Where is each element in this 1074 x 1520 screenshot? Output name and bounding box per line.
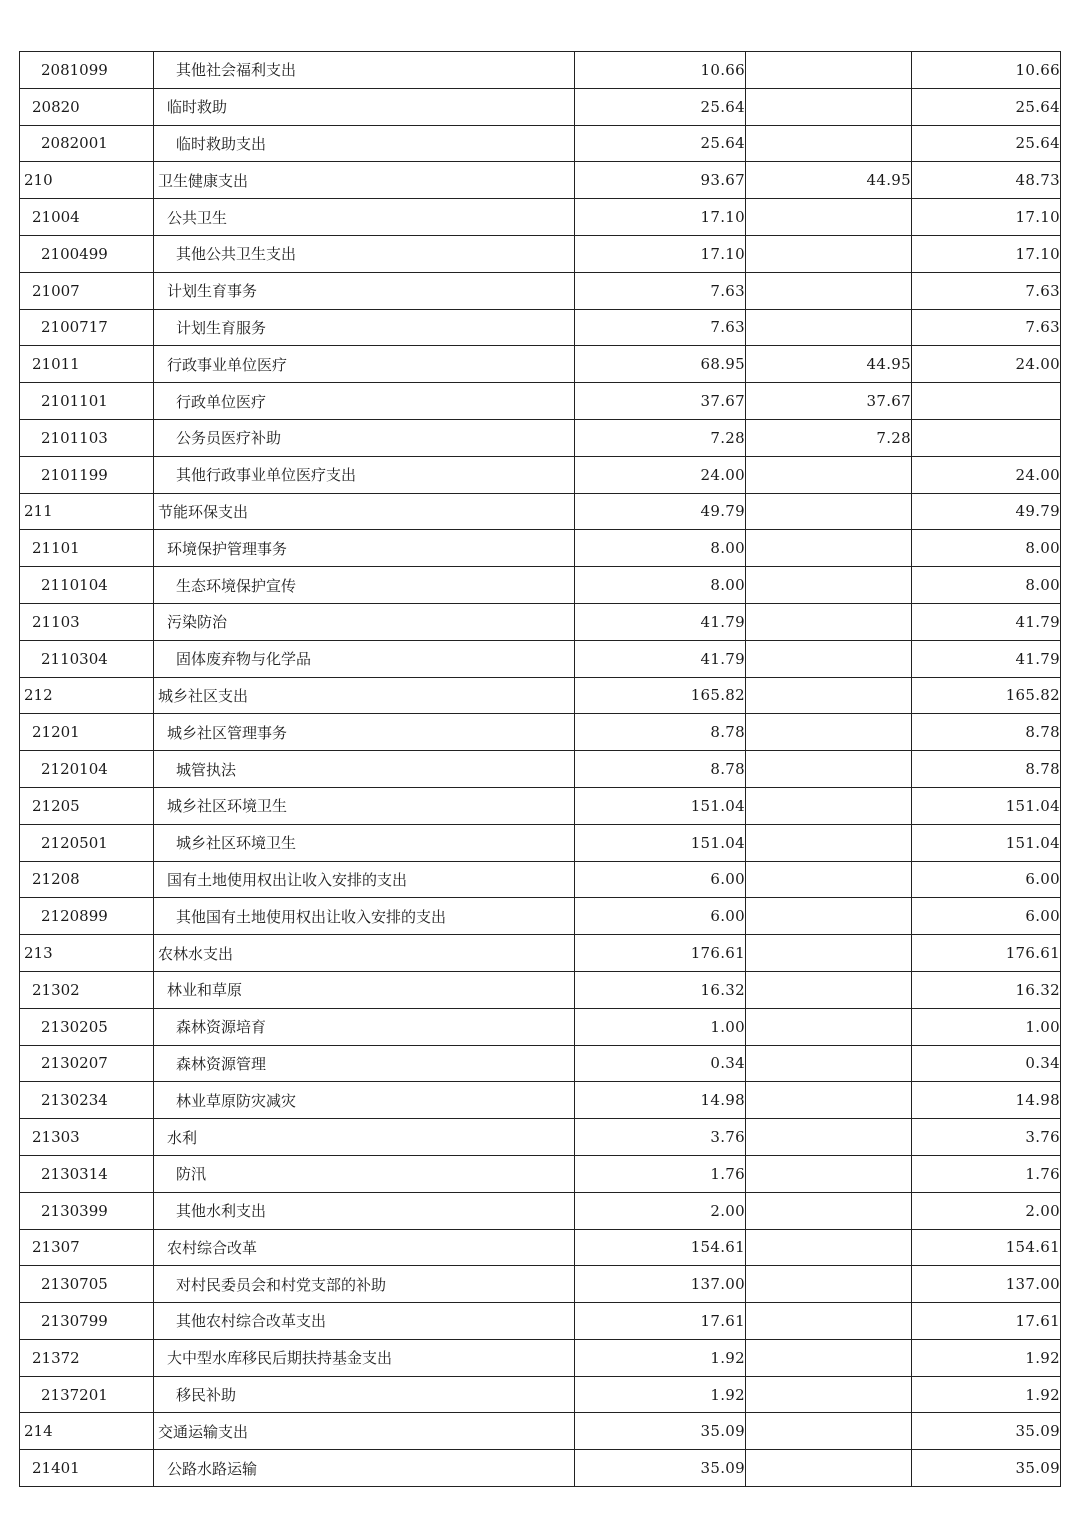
code-cell: 21103	[20, 603, 154, 640]
name-cell: 其他农村综合改革支出	[154, 1303, 575, 1340]
basic-expenditure-cell	[746, 235, 912, 272]
code-cell: 2101101	[20, 383, 154, 420]
table-row	[20, 1045, 1061, 1082]
table-row	[20, 493, 1061, 530]
project-expenditure-cell: 8.00	[912, 567, 1061, 604]
basic-expenditure-cell	[746, 309, 912, 346]
basic-expenditure-cell	[746, 1082, 912, 1119]
code-cell: 21011	[20, 346, 154, 383]
basic-expenditure-cell	[746, 1045, 912, 1082]
table-row	[20, 1376, 1061, 1413]
code-cell: 2100717	[20, 309, 154, 346]
project-expenditure-cell: 16.32	[912, 971, 1061, 1008]
name-cell: 城乡社区支出	[154, 677, 575, 714]
table-row	[20, 1413, 1061, 1450]
project-expenditure-cell: 1.00	[912, 1008, 1061, 1045]
name-cell: 环境保护管理事务	[154, 530, 575, 567]
project-expenditure-cell: 137.00	[912, 1266, 1061, 1303]
name-cell: 其他公共卫生支出	[154, 235, 575, 272]
name-cell: 对村民委员会和村党支部的补助	[154, 1266, 575, 1303]
name-cell: 公路水路运输	[154, 1450, 575, 1487]
name-cell: 行政事业单位医疗	[154, 346, 575, 383]
total-amount-cell: 24.00	[575, 456, 746, 493]
total-amount-cell: 8.00	[575, 567, 746, 604]
basic-expenditure-cell	[746, 88, 912, 125]
code-cell: 213	[20, 935, 154, 972]
basic-expenditure-cell	[746, 1155, 912, 1192]
table-row	[20, 1119, 1061, 1156]
basic-expenditure-cell	[746, 824, 912, 861]
table-row	[20, 677, 1061, 714]
table-row	[20, 1192, 1061, 1229]
basic-expenditure-cell	[746, 199, 912, 236]
project-expenditure-cell: 48.73	[912, 162, 1061, 199]
total-amount-cell: 37.67	[575, 383, 746, 420]
name-cell: 临时救助	[154, 88, 575, 125]
code-cell: 2130207	[20, 1045, 154, 1082]
project-expenditure-cell: 6.00	[912, 861, 1061, 898]
project-expenditure-cell: 35.09	[912, 1413, 1061, 1450]
total-amount-cell: 17.61	[575, 1303, 746, 1340]
basic-expenditure-cell	[746, 1376, 912, 1413]
basic-expenditure-cell	[746, 52, 912, 89]
code-cell: 214	[20, 1413, 154, 1450]
table-row	[20, 530, 1061, 567]
project-expenditure-cell: 49.79	[912, 493, 1061, 530]
basic-expenditure-cell	[746, 714, 912, 751]
basic-expenditure-cell	[746, 1119, 912, 1156]
name-cell: 固体废弃物与化学品	[154, 640, 575, 677]
basic-expenditure-cell: 37.67	[746, 383, 912, 420]
table-row	[20, 1266, 1061, 1303]
code-cell: 21004	[20, 199, 154, 236]
total-amount-cell: 137.00	[575, 1266, 746, 1303]
basic-expenditure-cell	[746, 567, 912, 604]
table-row	[20, 971, 1061, 1008]
project-expenditure-cell: 151.04	[912, 787, 1061, 824]
project-expenditure-cell: 165.82	[912, 677, 1061, 714]
code-cell: 21101	[20, 530, 154, 567]
name-cell: 农林水支出	[154, 935, 575, 972]
total-amount-cell: 93.67	[575, 162, 746, 199]
table-row	[20, 309, 1061, 346]
total-amount-cell: 35.09	[575, 1413, 746, 1450]
total-amount-cell: 151.04	[575, 824, 746, 861]
code-cell: 21302	[20, 971, 154, 1008]
table-row	[20, 456, 1061, 493]
project-expenditure-cell: 24.00	[912, 346, 1061, 383]
code-cell: 211	[20, 493, 154, 530]
basic-expenditure-cell	[746, 125, 912, 162]
total-amount-cell: 176.61	[575, 935, 746, 972]
name-cell: 森林资源培育	[154, 1008, 575, 1045]
total-amount-cell: 6.00	[575, 861, 746, 898]
basic-expenditure-cell	[746, 456, 912, 493]
project-expenditure-cell: 17.61	[912, 1303, 1061, 1340]
code-cell: 21307	[20, 1229, 154, 1266]
total-amount-cell: 1.00	[575, 1008, 746, 1045]
basic-expenditure-cell	[746, 677, 912, 714]
table-row	[20, 52, 1061, 89]
code-cell: 2137201	[20, 1376, 154, 1413]
project-expenditure-cell: 1.92	[912, 1376, 1061, 1413]
project-expenditure-cell: 8.00	[912, 530, 1061, 567]
total-amount-cell: 16.32	[575, 971, 746, 1008]
basic-expenditure-cell	[746, 898, 912, 935]
project-expenditure-cell: 1.76	[912, 1155, 1061, 1192]
code-cell: 2130234	[20, 1082, 154, 1119]
total-amount-cell: 25.64	[575, 88, 746, 125]
total-amount-cell: 35.09	[575, 1450, 746, 1487]
total-amount-cell: 7.63	[575, 272, 746, 309]
name-cell: 公共卫生	[154, 199, 575, 236]
name-cell: 农村综合改革	[154, 1229, 575, 1266]
name-cell: 行政单位医疗	[154, 383, 575, 420]
table-row	[20, 640, 1061, 677]
total-amount-cell: 3.76	[575, 1119, 746, 1156]
name-cell: 节能环保支出	[154, 493, 575, 530]
project-expenditure-cell: 41.79	[912, 640, 1061, 677]
table-row	[20, 898, 1061, 935]
basic-expenditure-cell	[746, 493, 912, 530]
table-row	[20, 272, 1061, 309]
code-cell: 2081099	[20, 52, 154, 89]
name-cell: 森林资源管理	[154, 1045, 575, 1082]
total-amount-cell: 151.04	[575, 787, 746, 824]
basic-expenditure-cell	[746, 971, 912, 1008]
project-expenditure-cell: 17.10	[912, 199, 1061, 236]
code-cell: 2120899	[20, 898, 154, 935]
name-cell: 国有土地使用权出让收入安排的支出	[154, 861, 575, 898]
table-row	[20, 1082, 1061, 1119]
code-cell: 2130705	[20, 1266, 154, 1303]
project-expenditure-cell: 35.09	[912, 1450, 1061, 1487]
code-cell: 21201	[20, 714, 154, 751]
basic-expenditure-cell	[746, 935, 912, 972]
code-cell: 2120104	[20, 751, 154, 788]
project-expenditure-cell: 24.00	[912, 456, 1061, 493]
basic-expenditure-cell	[746, 1008, 912, 1045]
code-cell: 2110304	[20, 640, 154, 677]
project-expenditure-cell: 151.04	[912, 824, 1061, 861]
table-row	[20, 125, 1061, 162]
code-cell: 2130399	[20, 1192, 154, 1229]
basic-expenditure-cell: 7.28	[746, 419, 912, 456]
name-cell: 卫生健康支出	[154, 162, 575, 199]
table-row	[20, 567, 1061, 604]
project-expenditure-cell: 154.61	[912, 1229, 1061, 1266]
name-cell: 计划生育事务	[154, 272, 575, 309]
project-expenditure-cell	[912, 419, 1061, 456]
project-expenditure-cell: 17.10	[912, 235, 1061, 272]
name-cell: 林业和草原	[154, 971, 575, 1008]
code-cell: 2130799	[20, 1303, 154, 1340]
basic-expenditure-cell	[746, 861, 912, 898]
code-cell: 212	[20, 677, 154, 714]
project-expenditure-cell: 0.34	[912, 1045, 1061, 1082]
name-cell: 城管执法	[154, 751, 575, 788]
table-row	[20, 88, 1061, 125]
basic-expenditure-cell	[746, 530, 912, 567]
code-cell: 21303	[20, 1119, 154, 1156]
basic-expenditure-cell	[746, 1192, 912, 1229]
table-row	[20, 861, 1061, 898]
basic-expenditure-cell: 44.95	[746, 162, 912, 199]
total-amount-cell: 8.78	[575, 751, 746, 788]
name-cell: 水利	[154, 1119, 575, 1156]
name-cell: 其他社会福利支出	[154, 52, 575, 89]
project-expenditure-cell	[912, 383, 1061, 420]
project-expenditure-cell: 10.66	[912, 52, 1061, 89]
total-amount-cell: 49.79	[575, 493, 746, 530]
project-expenditure-cell: 176.61	[912, 935, 1061, 972]
total-amount-cell: 7.28	[575, 419, 746, 456]
project-expenditure-cell: 14.98	[912, 1082, 1061, 1119]
table-row	[20, 419, 1061, 456]
name-cell: 其他行政事业单位医疗支出	[154, 456, 575, 493]
code-cell: 2101199	[20, 456, 154, 493]
code-cell: 210	[20, 162, 154, 199]
table-row	[20, 751, 1061, 788]
name-cell: 生态环境保护宣传	[154, 567, 575, 604]
total-amount-cell: 10.66	[575, 52, 746, 89]
code-cell: 2130314	[20, 1155, 154, 1192]
code-cell: 21007	[20, 272, 154, 309]
project-expenditure-cell: 8.78	[912, 751, 1061, 788]
name-cell: 交通运输支出	[154, 1413, 575, 1450]
total-amount-cell: 17.10	[575, 235, 746, 272]
name-cell: 防汛	[154, 1155, 575, 1192]
code-cell: 21401	[20, 1450, 154, 1487]
table-row	[20, 346, 1061, 383]
project-expenditure-cell: 7.63	[912, 309, 1061, 346]
code-cell: 2120501	[20, 824, 154, 861]
project-expenditure-cell: 8.78	[912, 714, 1061, 751]
table-row	[20, 162, 1061, 199]
name-cell: 城乡社区管理事务	[154, 714, 575, 751]
table-row	[20, 1155, 1061, 1192]
name-cell: 公务员医疗补助	[154, 419, 575, 456]
project-expenditure-cell: 1.92	[912, 1339, 1061, 1376]
code-cell: 2100499	[20, 235, 154, 272]
total-amount-cell: 8.78	[575, 714, 746, 751]
code-cell: 2130205	[20, 1008, 154, 1045]
basic-expenditure-cell: 44.95	[746, 346, 912, 383]
name-cell: 计划生育服务	[154, 309, 575, 346]
name-cell: 城乡社区环境卫生	[154, 787, 575, 824]
code-cell: 2110104	[20, 567, 154, 604]
code-cell: 21372	[20, 1339, 154, 1376]
code-cell: 20820	[20, 88, 154, 125]
total-amount-cell: 7.63	[575, 309, 746, 346]
name-cell: 污染防治	[154, 603, 575, 640]
table-row	[20, 1303, 1061, 1340]
total-amount-cell: 17.10	[575, 199, 746, 236]
basic-expenditure-cell	[746, 787, 912, 824]
project-expenditure-cell: 2.00	[912, 1192, 1061, 1229]
total-amount-cell: 2.00	[575, 1192, 746, 1229]
total-amount-cell: 1.92	[575, 1376, 746, 1413]
total-amount-cell: 1.76	[575, 1155, 746, 1192]
total-amount-cell: 41.79	[575, 603, 746, 640]
table-row	[20, 235, 1061, 272]
table-body	[20, 52, 1061, 1487]
project-expenditure-cell: 7.63	[912, 272, 1061, 309]
table-row	[20, 383, 1061, 420]
total-amount-cell: 68.95	[575, 346, 746, 383]
name-cell: 其他国有土地使用权出让收入安排的支出	[154, 898, 575, 935]
project-expenditure-cell: 6.00	[912, 898, 1061, 935]
basic-expenditure-cell	[746, 751, 912, 788]
total-amount-cell: 165.82	[575, 677, 746, 714]
basic-expenditure-cell	[746, 1339, 912, 1376]
total-amount-cell: 14.98	[575, 1082, 746, 1119]
table-row	[20, 714, 1061, 751]
basic-expenditure-cell	[746, 1413, 912, 1450]
table-row	[20, 1008, 1061, 1045]
table-row	[20, 935, 1061, 972]
name-cell: 临时救助支出	[154, 125, 575, 162]
table-row	[20, 1229, 1061, 1266]
table-row	[20, 1450, 1061, 1487]
table-row	[20, 824, 1061, 861]
basic-expenditure-cell	[746, 640, 912, 677]
total-amount-cell: 6.00	[575, 898, 746, 935]
project-expenditure-cell: 3.76	[912, 1119, 1061, 1156]
basic-expenditure-cell	[746, 272, 912, 309]
name-cell: 其他水利支出	[154, 1192, 575, 1229]
code-cell: 2101103	[20, 419, 154, 456]
table-row	[20, 1339, 1061, 1376]
total-amount-cell: 154.61	[575, 1229, 746, 1266]
total-amount-cell: 41.79	[575, 640, 746, 677]
code-cell: 2082001	[20, 125, 154, 162]
name-cell: 城乡社区环境卫生	[154, 824, 575, 861]
name-cell: 大中型水库移民后期扶持基金支出	[154, 1339, 575, 1376]
basic-expenditure-cell	[746, 1303, 912, 1340]
table-row	[20, 199, 1061, 236]
project-expenditure-cell: 25.64	[912, 125, 1061, 162]
name-cell: 林业草原防灾减灾	[154, 1082, 575, 1119]
total-amount-cell: 1.92	[575, 1339, 746, 1376]
basic-expenditure-cell	[746, 603, 912, 640]
total-amount-cell: 25.64	[575, 125, 746, 162]
project-expenditure-cell: 25.64	[912, 88, 1061, 125]
basic-expenditure-cell	[746, 1450, 912, 1487]
total-amount-cell: 0.34	[575, 1045, 746, 1082]
code-cell: 21205	[20, 787, 154, 824]
table-row	[20, 603, 1061, 640]
table-row	[20, 787, 1061, 824]
code-cell: 21208	[20, 861, 154, 898]
basic-expenditure-cell	[746, 1229, 912, 1266]
project-expenditure-cell: 41.79	[912, 603, 1061, 640]
budget-expenditure-table	[19, 51, 1061, 1487]
name-cell: 移民补助	[154, 1376, 575, 1413]
basic-expenditure-cell	[746, 1266, 912, 1303]
total-amount-cell: 8.00	[575, 530, 746, 567]
